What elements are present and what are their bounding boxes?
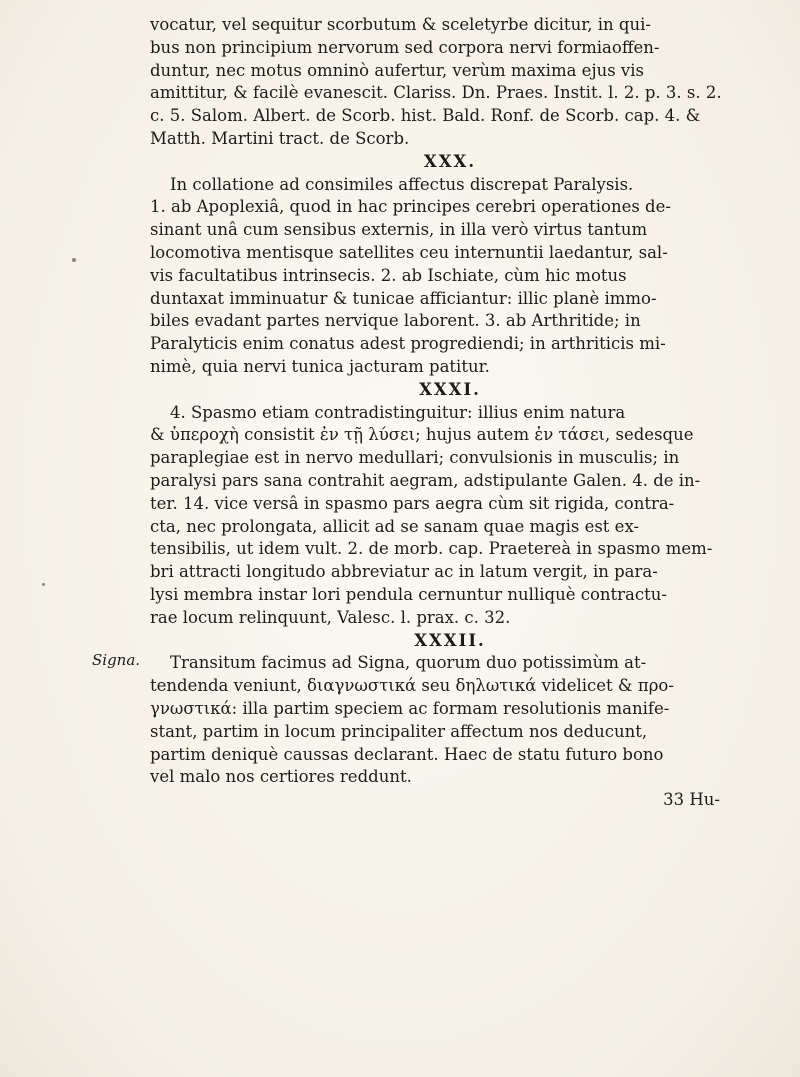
section-heading-31: XXXI. xyxy=(419,379,481,399)
text-line: nimè, quia nervi tunica jacturam patitur. xyxy=(150,356,490,376)
section-heading-32: XXXII. xyxy=(414,630,486,650)
text-line: c. 5. Salom. Albert. de Scorb. hist. Bald. Ronf. de Scorb. cap. 4. & xyxy=(150,106,701,126)
text-line: Paralyticis enim conatus adest progrediendi; in arthriticis mi- xyxy=(150,334,666,354)
text-line: In collatione ad consimiles affectus discrepat Paralysis. xyxy=(170,174,634,194)
text-line: bri attracti longitudo abbreviatur ac in latum vergit, in para- xyxy=(150,562,658,582)
text-line: locomotiva mentisque satellites ceu internuntii laedantur, sal- xyxy=(150,242,668,262)
text-line: 1. ab Apoplexiâ, quod in hac principes cerebri operationes de- xyxy=(150,197,671,217)
text-line: & ὑπεροχὴ consistit ἐν τῇ λύσει; hujus autem ἐν τάσει, sedesque xyxy=(150,425,694,445)
text-line: tendenda veniunt, διαγνωστικά seu δηλωτικά videlicet & προ- xyxy=(150,676,674,696)
text-line: stant, partim in locum principaliter affectum nos deducunt, xyxy=(150,721,648,741)
text-line: sinant unâ cum sensibus externis, in illa verò virtus tantum xyxy=(150,220,648,240)
ink-speck xyxy=(72,258,76,262)
text-line: biles evadant partes nervique laborent. 3. ab Arthritide; in xyxy=(150,311,641,331)
margin-note: Signa. xyxy=(92,651,141,669)
text-line: γνωστικά: illa partim speciem ac formam resolutionis manife- xyxy=(150,698,670,718)
text-line: vel malo nos certiores reddunt. xyxy=(150,767,412,787)
text-line: 4. Spasmo etiam contradistinguitur: illius enim natura xyxy=(170,402,626,422)
text-line: cta, nec prolongata, allicit ad se sanam quae magis est ex- xyxy=(150,516,640,536)
ink-speck xyxy=(42,583,45,586)
text-line: paralysi pars sana contrahit aegram, adstipulante Galen. 4. de in- xyxy=(150,470,701,490)
text-line: ter. 14. vice versâ in spasmo pars aegra cùm sit rigida, contra- xyxy=(150,493,675,513)
text-line: vis facultatibus intrinsecis. 2. ab Ischiate, cùm hic motus xyxy=(150,265,627,285)
text-line: duntaxat imminuatur & tunicae afficiantur: illic planè immo- xyxy=(150,288,657,308)
text-line: partim deniquè caussas declarant. Haec de statu futuro bono xyxy=(150,744,664,764)
text-block xyxy=(150,14,750,812)
text-line: paraplegiae est in nervo medullari; convulsionis in musculis; in xyxy=(150,448,680,468)
text-line: amittitur, & facilè evanescit. Clariss. Dn. Praes. Instit. l. 2. p. 3. s. 2. xyxy=(150,83,722,103)
text-line: rae locum relinquunt, Valesc. l. prax. c. 32. xyxy=(150,607,511,627)
section-heading-30: XXX. xyxy=(423,151,477,171)
text-line: Matth. Martini tract. de Scorb. xyxy=(150,128,410,148)
text-line: lysi membra instar lori pendula cernuntur nulliquè contractu- xyxy=(150,584,667,604)
text-line: tensibilis, ut idem vult. 2. de morb. cap. Praetereà in spasmo mem- xyxy=(150,539,713,559)
text-line: vocatur, vel sequitur scorbutum & sceletyrbe dicitur, in qui- xyxy=(150,15,651,34)
text-line: duntur, nec motus omninò aufertur, verùm maxima ejus vis xyxy=(150,60,644,80)
text-line: Transitum facimus ad Signa, quorum duo potissimùm at- xyxy=(170,653,647,673)
text-line: bus non principium nervorum sed corpora nervi formiaoffen- xyxy=(150,37,660,57)
catchword: 33 Hu- xyxy=(663,790,720,810)
